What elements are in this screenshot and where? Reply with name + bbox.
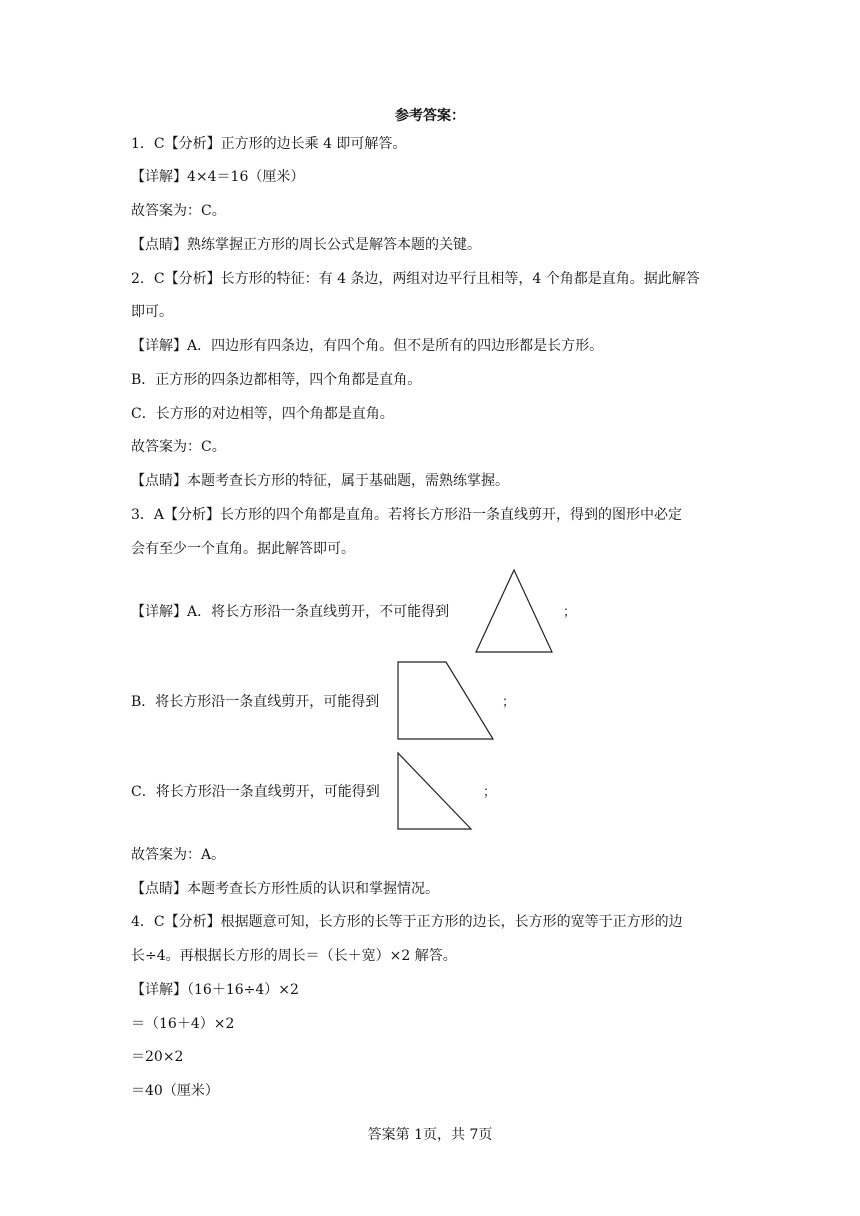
- q2-detail-a: 【详解】A．四边形有四条边，有四个角。但不是所有的四边形都是长方形。: [131, 338, 604, 354]
- q2-tip: 【点睛】本题考查长方形的特征，属于基础题，需熟练掌握。: [131, 473, 509, 489]
- q2-analysis: 2．C【分析】长方形的特征：有 4 条边，两组对边平行且相等，4 个角都是直角。据此解答: [131, 271, 700, 287]
- q3-answer: 故答案为：A。: [131, 847, 226, 863]
- q4-step-2: ＝20×2: [131, 1049, 184, 1065]
- q1-detail: 【详解】4×4＝16（厘米）: [131, 169, 305, 185]
- q2-detail-b: B．正方形的四条边都相等，四个角都是直角。: [131, 372, 422, 388]
- right-triangle-figure: [396, 751, 474, 831]
- q4-detail: 【详解】（16＋16÷4）×2: [131, 982, 299, 998]
- q1-answer: 故答案为：C。: [131, 203, 226, 219]
- q1-analysis: 1．C【分析】正方形的边长乘 4 即可解答。: [131, 136, 407, 152]
- q4-analysis: 4．C【分析】根据题意可知，长方形的长等于正方形的边长，长方形的宽等于正方形的边: [131, 914, 683, 930]
- page-title: 参考答案：: [395, 108, 465, 124]
- semicolon-c: ；: [483, 785, 497, 800]
- q3-analysis: 3．A【分析】长方形的四个角都是直角。若将长方形沿一条直线剪开，得到的图形中必定: [131, 507, 683, 523]
- q2-analysis-cont: 即可。: [131, 304, 173, 320]
- q1-tip: 【点睛】熟练掌握正方形的周长公式是解答本题的关键。: [131, 237, 481, 253]
- q3-tip: 【点睛】本题考查长方形性质的认识和掌握情况。: [131, 881, 439, 897]
- q3-detail-b: B．将长方形沿一条直线剪开，可能得到: [131, 694, 380, 710]
- q2-answer: 故答案为：C。: [131, 439, 226, 455]
- q4-step-3: ＝40（厘米）: [131, 1083, 219, 1099]
- q3-analysis-cont: 会有至少一个直角。据此解答即可。: [131, 541, 355, 557]
- q3-detail-c: C．将长方形沿一条直线剪开，可能得到: [131, 784, 380, 800]
- semicolon-a: ；: [563, 605, 577, 620]
- q4-analysis-cont: 长÷4。再根据长方形的周长＝（长＋宽）×2 解答。: [131, 948, 457, 964]
- page-footer: 答案第 1页，共 7页: [367, 1127, 493, 1143]
- triangle-figure: [474, 568, 554, 654]
- semicolon-b: ；: [502, 695, 516, 710]
- q4-step-1: ＝（16＋4）×2: [131, 1016, 235, 1032]
- q3-detail-a: 【详解】A．将长方形沿一条直线剪开，不可能得到: [131, 604, 450, 620]
- q2-detail-c: C．长方形的对边相等，四个角都是直角。: [131, 406, 394, 422]
- trapezoid-figure: [396, 660, 496, 742]
